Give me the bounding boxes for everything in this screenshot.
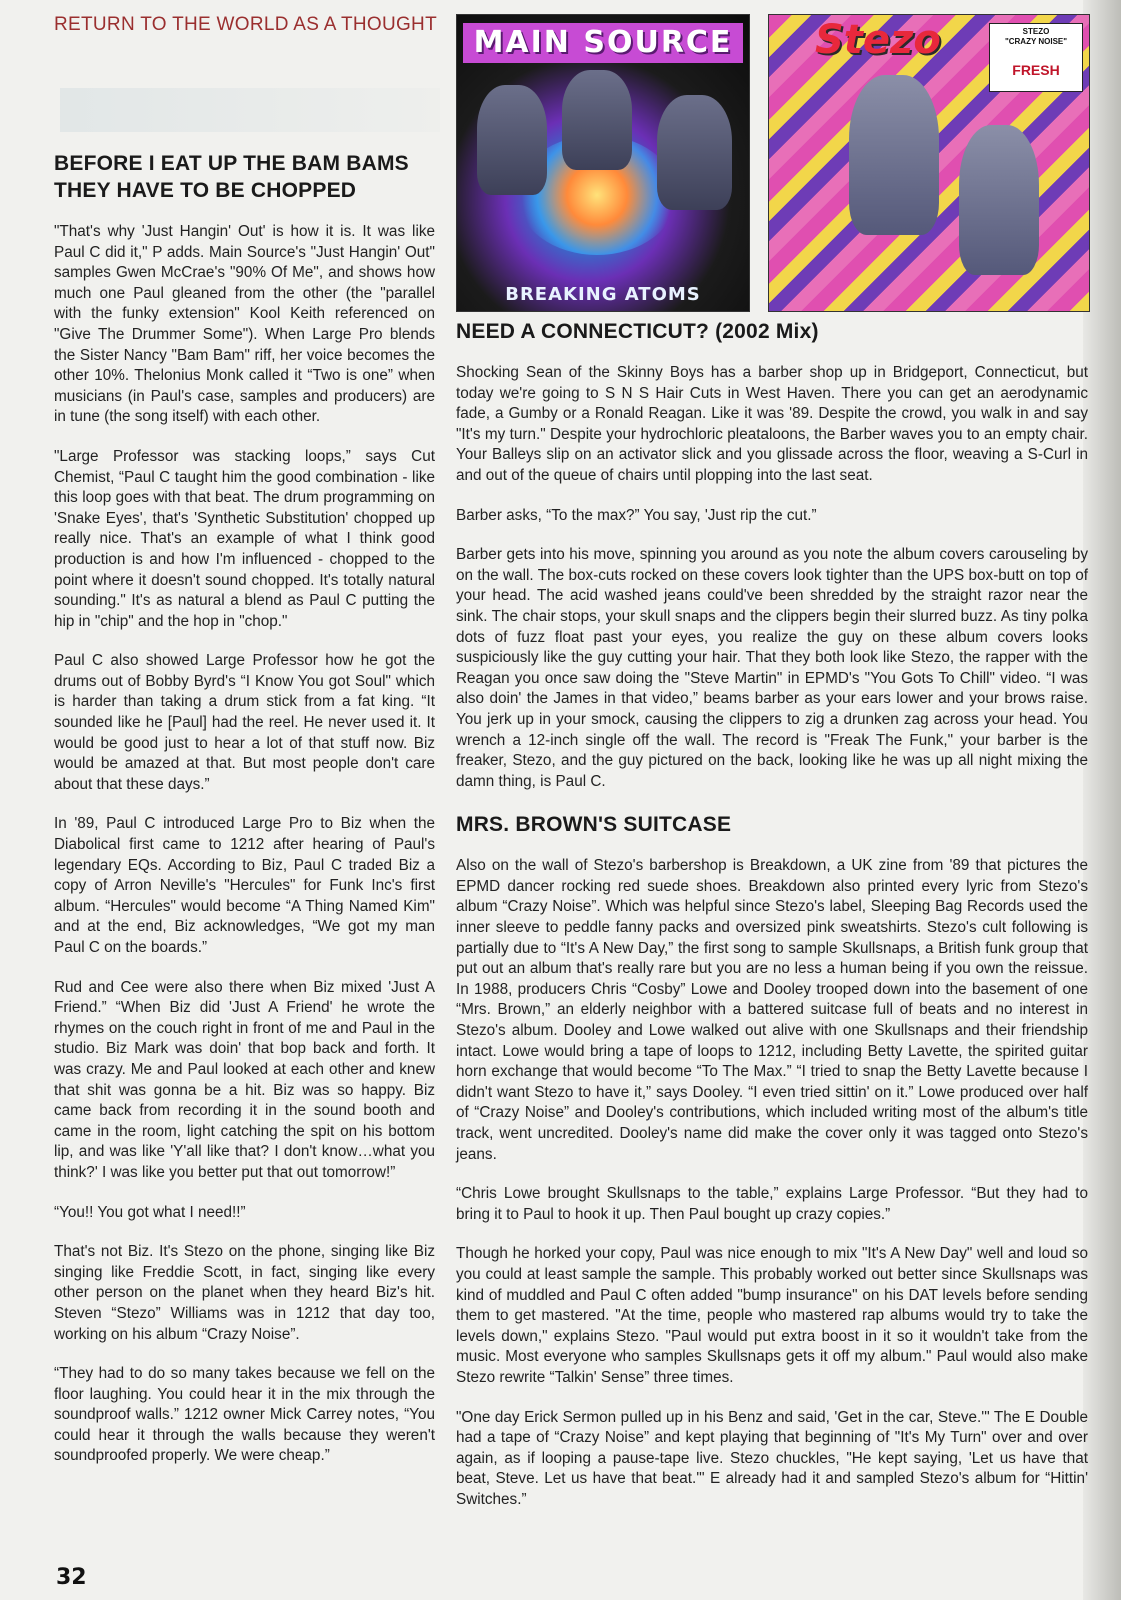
section-heading: BEFORE I EAT UP THE BAM BAMS THEY HAVE TO BE CHOPPED (54, 152, 409, 202)
paragraph: “Chris Lowe brought Skullsnaps to the table,” explains Large Professor. “But they had to bring it to Paul to hook it up. Then Paul bought up crazy copies.” (456, 1185, 1088, 1223)
running-head: RETURN TO THE WORLD AS A THOUGHT (54, 14, 437, 35)
cover-figure-left (477, 85, 547, 195)
section-heading: MRS. BROWN'S SUITCASE (456, 813, 732, 837)
paragraph: Barber gets into his move, spinning you around as you note the album covers carouseling by on the wall. The box-cuts rocked on these covers look tighter than the UPS box-butt on top of your head. The acid washed jeans could've been shredded by the straight razor near the sink. The chair stops, your skull snaps and the clippers begin their slurred buzz. As tiny polka dots of fuzz float past your eyes, you realize the guy on these album covers looks suspiciously like the guy cutting your hair. That they both look like Stezo, the rapper with the Reagan you once saw doing the "Steve Martin" in EPMD's "You Gots To Chill" video. “I was also doin' the James in that video,” beams barber as your ears lower and your brows raise. You jerk up in your smock, causing the clippers to zig a drunken zag across your head. You wrench a 12-inch single off the wall. The record is "Freak The Funk," your barber is the freaker, Stezo, and the guy pictured on the back, looking like he was up all night mixing the damn thing, is Paul C. (456, 546, 1088, 790)
paragraph: “You!! You got what I need!!” (54, 1203, 246, 1221)
stezo-album-cover (768, 14, 1090, 312)
stezo-title: Stezo (815, 17, 941, 63)
cover-figure-center (562, 70, 632, 170)
main-source-subtitle: BREAKING ATOMS (505, 284, 701, 305)
paragraph: "One day Erick Sermon pulled up in his Benz and said, 'Get in the car, Steve.'" The E Double had a tape of “Crazy Noise” and kept playing that beginning of "It's My Turn" over and over again, as if looping a pause-tape live. Stezo chuckles, "He kept saying, 'Let us have that beat, Steve. Let us have that beat.'" E already had it and sampled Stezo's album for “Hittin' Switches.” (456, 1408, 1088, 1508)
sticker-line: FRESH (1012, 62, 1060, 78)
page-number: 32 (56, 1565, 87, 1590)
sticker-line: STEZO (1022, 27, 1050, 36)
paragraph: Paul C also showed Large Professor how he got the drums out of Bobby Byrd's “I Know You got Soul" which is harder than taking a drum stick from a fat king. “It sounded like he [Paul] had the reel. He never used it. It would be good just to hear a lot of that stuff now. Biz would be amazed at that. But most people don't care about that these days.” (54, 652, 435, 793)
paragraph: That's not Biz. It's Stezo on the phone, singing like Biz singing like Freddie Scott, in fact, singing like every other person on the planet when they heard Biz's hit. Steven “Stezo” Williams was in 1212 that day too, working on his album “Crazy Noise”. (54, 1243, 435, 1343)
faded-background-band (60, 88, 440, 132)
main-source-album-cover (456, 14, 750, 312)
paragraph: "That's why 'Just Hangin' Out' is how it is. It was like Paul C did it," P adds. Main Source's "Just Hangin' Out" samples Gwen McCrae's "90% Of Me", and shows how much one Paul gleaned from the other (the "parallel with the funky extension" Kool Keith referenced on "Give The Drummer Some"). When Large Pro blends the Sister Nancy "Bam Bam" riff, her voice becomes the other 10%. Thelonius Monk called it “Two is one” when musicians (in Paul's case, samples and producers) are in tune (the song itself) with each other. (54, 223, 435, 426)
sticker-line: "CRAZY NOISE" (1004, 37, 1068, 46)
paragraph: Shocking Sean of the Skinny Boys has a barber shop up in Bridgeport, Connecticut, but today we're going to S N S Hair Cuts in West Haven. There you can get an aerodynamic fade, a Gumby or a Ronald Reagan. Like it was '89. Despite the crowd, you walk in and say "It's my turn." Despite your hydrochloric pleataloons, the Barber waves you to an empty chair. Your Balleys slip on an activator slick and you glissade across the floor, weaving a S-Curl in and out of the queue of chairs until plopping into the last seat. (456, 364, 1088, 484)
cover-figure-right (657, 95, 732, 210)
paragraph: Also on the wall of Stezo's barbershop is Breakdown, a UK zine from '89 that pictures the EPMD dancer rocking red suede shoes. Breakdown also printed every lyric from Stezo's album “Crazy Noise”. Which was helpful since Stezo's label, Sleeping Bag Records used the inner sleeve to peddle fanny packs and oversized pink sweatshirts. Stezo's cult following is partially due to “It's A New Day,” the first song to sample Skullsnaps, a British funk group that put out an album that's really rare but you are no less a human being if you own the reissue. In 1988, producers Chris “Cosby” Lowe and Dooley trooped down into the basement of one “Mrs. Brown,” an elderly neighbor with a battered suitcase full of beats and no interest in Stezo's album. Dooley and Lowe walked out alive with one Skullsnaps and their friendship intact. Lowe would bring a tape of loops to 1212, including Betty Lavette, the spirited guitar horn exchange that would become “To The Max.” “I tried to snap the Betty Lavette because I didn't want Stezo to have it,” says Dooley. “I even tried sittin' on it.” Lowe produced over half of “Crazy Noise” and Dooley's contributions, which included writing most of the album's title track, went uncredited. Dooley's name did make the cover only it was tagged onto Stezo's jeans. (456, 857, 1088, 1163)
paragraph: Barber asks, “To the max?” You say, 'Just rip the cut.” (456, 506, 817, 524)
paragraph: "Large Professor was stacking loops,” says Cut Chemist, “Paul C taught him the good combination - like this loop goes with that beat. The drum programming on 'Snake Eyes', that's 'Synthetic Substitution' chopped up really nice. That's an example of what I think good production is and how I'm influenced - chopped to the point where it doesn't sound chopped. It's totally natural sounding." It's as natural a blend as Paul C putting the hip in "chip" and the hop in "chop." (54, 447, 435, 630)
main-source-title: MAIN SOURCE (463, 23, 743, 63)
paragraph: In '89, Paul C introduced Large Pro to Biz when the Diabolical first came to 1212 after hearing of Paul's legendary EQs. According to Biz, Paul C traded Biz a copy of Arron Neville's "Hercules" for Funk Inc's first album. “Hercules" would become “A Thing Named Kim" and at the end, Biz acknowledges, “We got my man Paul C on the boards.” (54, 815, 435, 956)
paragraph: Though he horked your copy, Paul was nice enough to mix "It's A New Day" well and loud so you could at least sample the sample. This probably worked out better since Skullsnaps was kind of muddled and Paul C often added "bump insurance" on his DAT levels before sending them to get mastered. "At the time, people who mastered rap albums would try to take the levels down," explains Stezo. "Paul would put extra boost in it so it wouldn't take from the music. Most everyone who samples Skullsnaps gets it off my album." Paul would also make Stezo rewrite “Talkin' Sense” three times. (456, 1245, 1088, 1386)
stezo-sticker (989, 23, 1083, 92)
left-column (54, 150, 435, 1486)
section-heading: NEED A CONNECTICUT? (2002 Mix) (456, 320, 819, 343)
right-column (456, 318, 1088, 1530)
paragraph: Rud and Cee were also there when Biz mixed 'Just A Friend.” “When Biz did 'Just A Friend' he wrote the rhymes on the couch right in front of me and Paul in the studio. Biz Mark was doin' that bop back and forth. It was crazy. Me and Paul looked at each other and knew that shit was gonna be a hit. Biz was so happy. Biz came back from recording it in the sound booth and came in the room, light catching the spit on his bottom lip, and was like 'Y'all like that? I don't know…what you think?' I was like you better put that out tomorrow!” (54, 978, 435, 1181)
paragraph: “They had to do so many takes because we fell on the floor laughing. You could hear it in the mix through the soundproof walls.” 1212 owner Mick Carrey notes, “You could hear it through the walls because they weren't soundproofed properly. We were cheap.” (54, 1365, 435, 1465)
cover-figure-stezo (849, 75, 939, 235)
cover-figure-stezo-2 (959, 125, 1039, 275)
